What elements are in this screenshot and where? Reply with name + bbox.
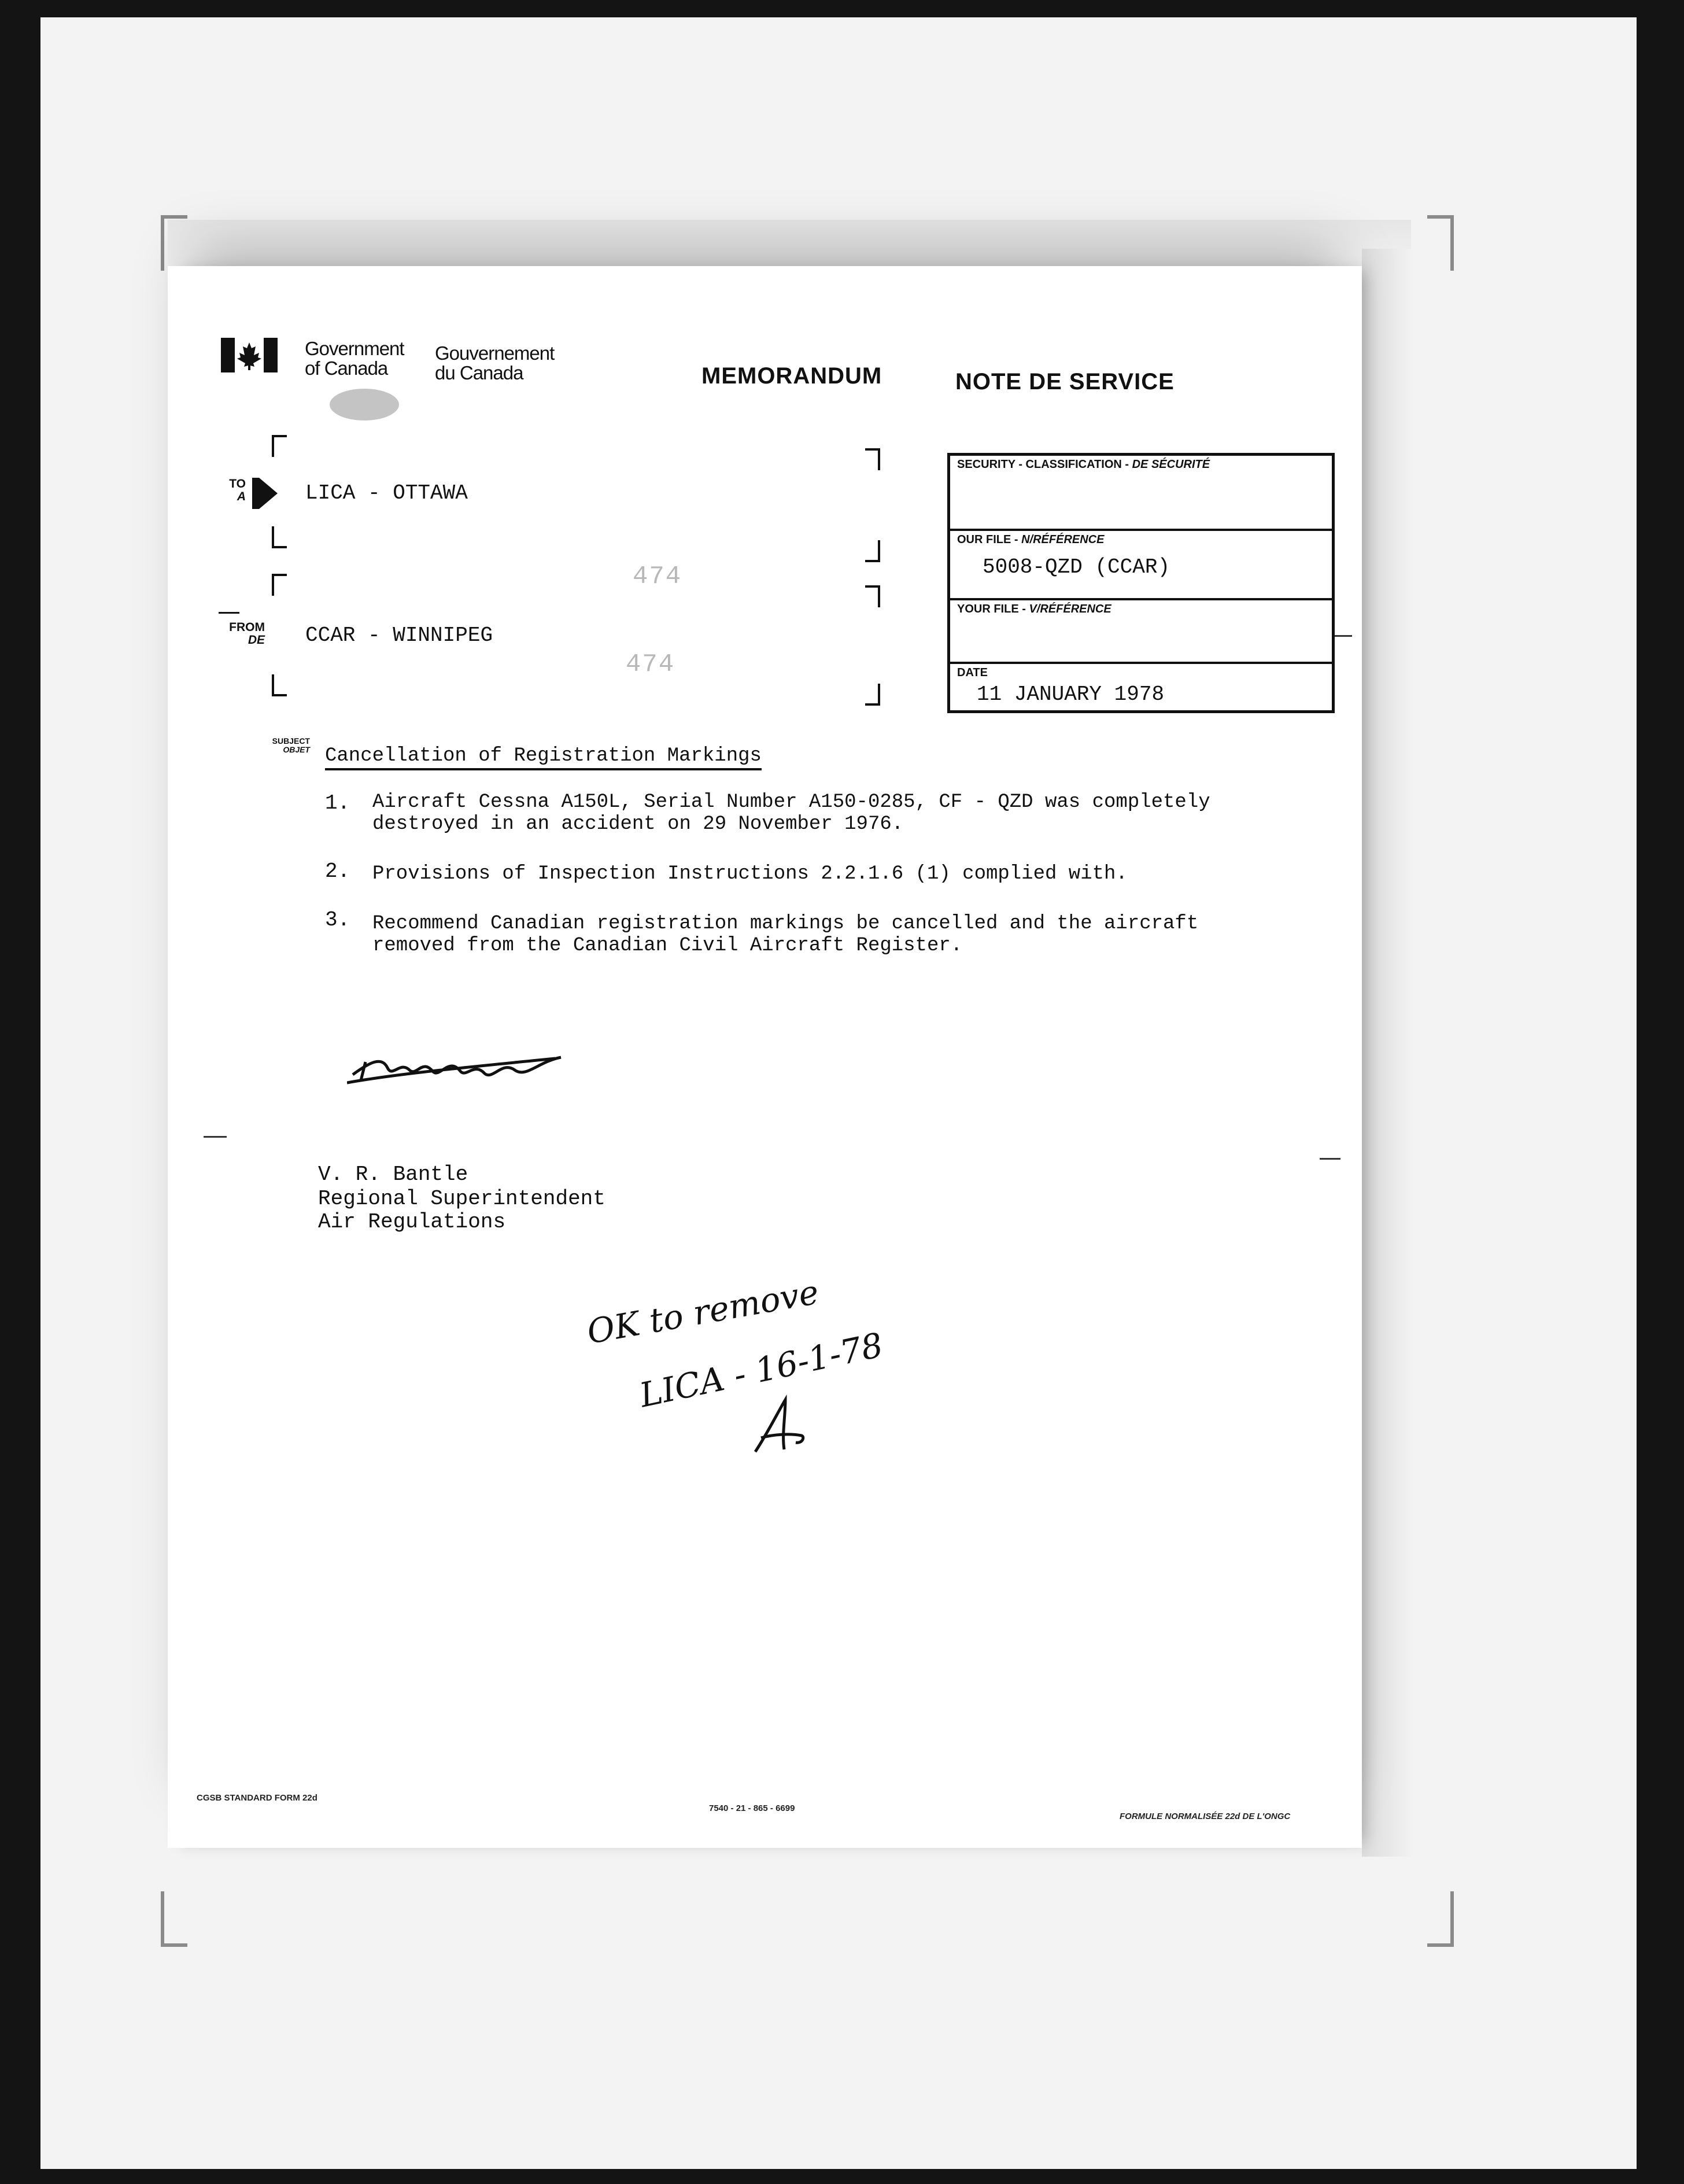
from-underline	[219, 612, 239, 614]
paragraph-2-number: 2.	[325, 859, 350, 883]
signature-image	[347, 1045, 567, 1094]
subject-label	[254, 737, 310, 754]
canada-flag-icon	[221, 338, 278, 375]
gov-fr-line2: du Canada	[435, 362, 523, 383]
our-file-label-fr: N/RÉFÉRENCE	[1021, 533, 1105, 546]
paper-edge-shadow	[1362, 249, 1414, 1857]
to-bracket-bottom-right	[865, 540, 880, 562]
fold-mark-left	[204, 1136, 227, 1138]
signatory-title-1: Regional Superintendent	[318, 1187, 605, 1211]
security-label-fr: DE SÉCURITÉ	[1132, 458, 1210, 471]
footer-stock-number: 7540 - 21 - 865 - 6699	[709, 1803, 795, 1813]
our-file-value: 5008-QZD (CCAR)	[983, 555, 1170, 579]
government-of-canada-fr	[435, 344, 554, 383]
date-value: 11 JANUARY 1978	[977, 682, 1165, 706]
file-info-box	[947, 453, 1335, 713]
footer-form-id-en: CGSB STANDARD FORM 22d	[197, 1793, 317, 1803]
crop-mark-bottom-right	[1427, 1891, 1454, 1947]
crop-mark-bottom-left	[161, 1891, 187, 1947]
gov-en-line1: Government	[305, 338, 404, 359]
from-label-en: FROM	[229, 621, 265, 634]
security-label	[957, 458, 1210, 471]
signatory-title-2: Air Regulations	[318, 1210, 506, 1234]
paragraph-3-text: Recommend Canadian registration markings be cancelled and the aircraft removed from the Canadian Civil Aircraft Register.	[372, 913, 1199, 957]
your-file-row	[950, 598, 1332, 615]
handwritten-initials	[749, 1394, 813, 1460]
date-label: DATE	[957, 666, 988, 679]
date-row	[950, 662, 1332, 706]
received-stamp-1: 474	[633, 562, 682, 591]
memorandum-title: MEMORANDUM	[701, 363, 882, 389]
gov-en-line2: of Canada	[305, 357, 388, 379]
gov-fr-line1: Gouvernement	[435, 342, 555, 364]
from-value: CCAR - WINNIPEG	[305, 624, 493, 647]
subject-value: Cancellation of Registration Markings	[325, 745, 762, 770]
handwritten-note-line-1: OK to remove	[584, 1272, 822, 1352]
paragraph-3-number: 3.	[325, 908, 350, 932]
from-label-fr: DE	[248, 633, 265, 647]
our-file-label-en: OUR FILE -	[957, 533, 1022, 546]
form-tick-mark-right	[1335, 635, 1352, 637]
fold-mark-right	[1320, 1158, 1340, 1160]
signatory-name: V. R. Bantle	[318, 1163, 468, 1186]
ink-smudge	[330, 389, 399, 420]
note-de-service-title: NOTE DE SERVICE	[955, 369, 1175, 394]
to-bracket-top-left	[272, 435, 287, 457]
your-file-label-fr: V/RÉFÉRENCE	[1029, 603, 1111, 615]
subject-label-fr: OBJET	[283, 745, 310, 754]
paragraph-2-text: Provisions of Inspection Instructions 2.2.1.6 (1) complied with.	[372, 863, 1128, 885]
from-bracket-bottom-left	[272, 674, 287, 696]
crop-mark-top-right	[1427, 215, 1454, 271]
arrow-right-icon	[252, 478, 278, 512]
from-bracket-top-right	[865, 585, 880, 607]
subject-label-en: SUBJECT	[272, 736, 310, 746]
from-bracket-top-left	[272, 574, 287, 596]
government-of-canada-en	[305, 339, 404, 378]
to-label	[223, 478, 246, 503]
your-file-label-en: YOUR FILE -	[957, 603, 1029, 615]
to-label-en: TO	[229, 477, 246, 490]
to-value: LICA - OTTAWA	[305, 481, 468, 505]
paragraph-1-text: Aircraft Cessna A150L, Serial Number A150-0285, CF - QZD was completely destroyed in an accident on 29 November 1976.	[372, 791, 1210, 835]
to-bracket-bottom-left	[272, 526, 287, 548]
from-label	[215, 621, 265, 647]
received-stamp-2: 474	[626, 650, 675, 679]
from-bracket-bottom-right	[865, 684, 880, 706]
our-file-label	[957, 533, 1104, 547]
paragraph-1-number: 1.	[325, 791, 350, 815]
our-file-row	[950, 529, 1332, 579]
security-label-en: SECURITY - CLASSIFICATION -	[957, 458, 1132, 471]
to-bracket-top-right	[865, 448, 880, 470]
handwritten-note-line-2: LICA - 16-1-78	[636, 1325, 887, 1415]
footer-form-id-fr: FORMULE NORMALISÉE 22d DE L'ONGC	[1120, 1812, 1291, 1821]
to-label-fr: A	[237, 490, 246, 503]
your-file-label	[957, 603, 1111, 616]
